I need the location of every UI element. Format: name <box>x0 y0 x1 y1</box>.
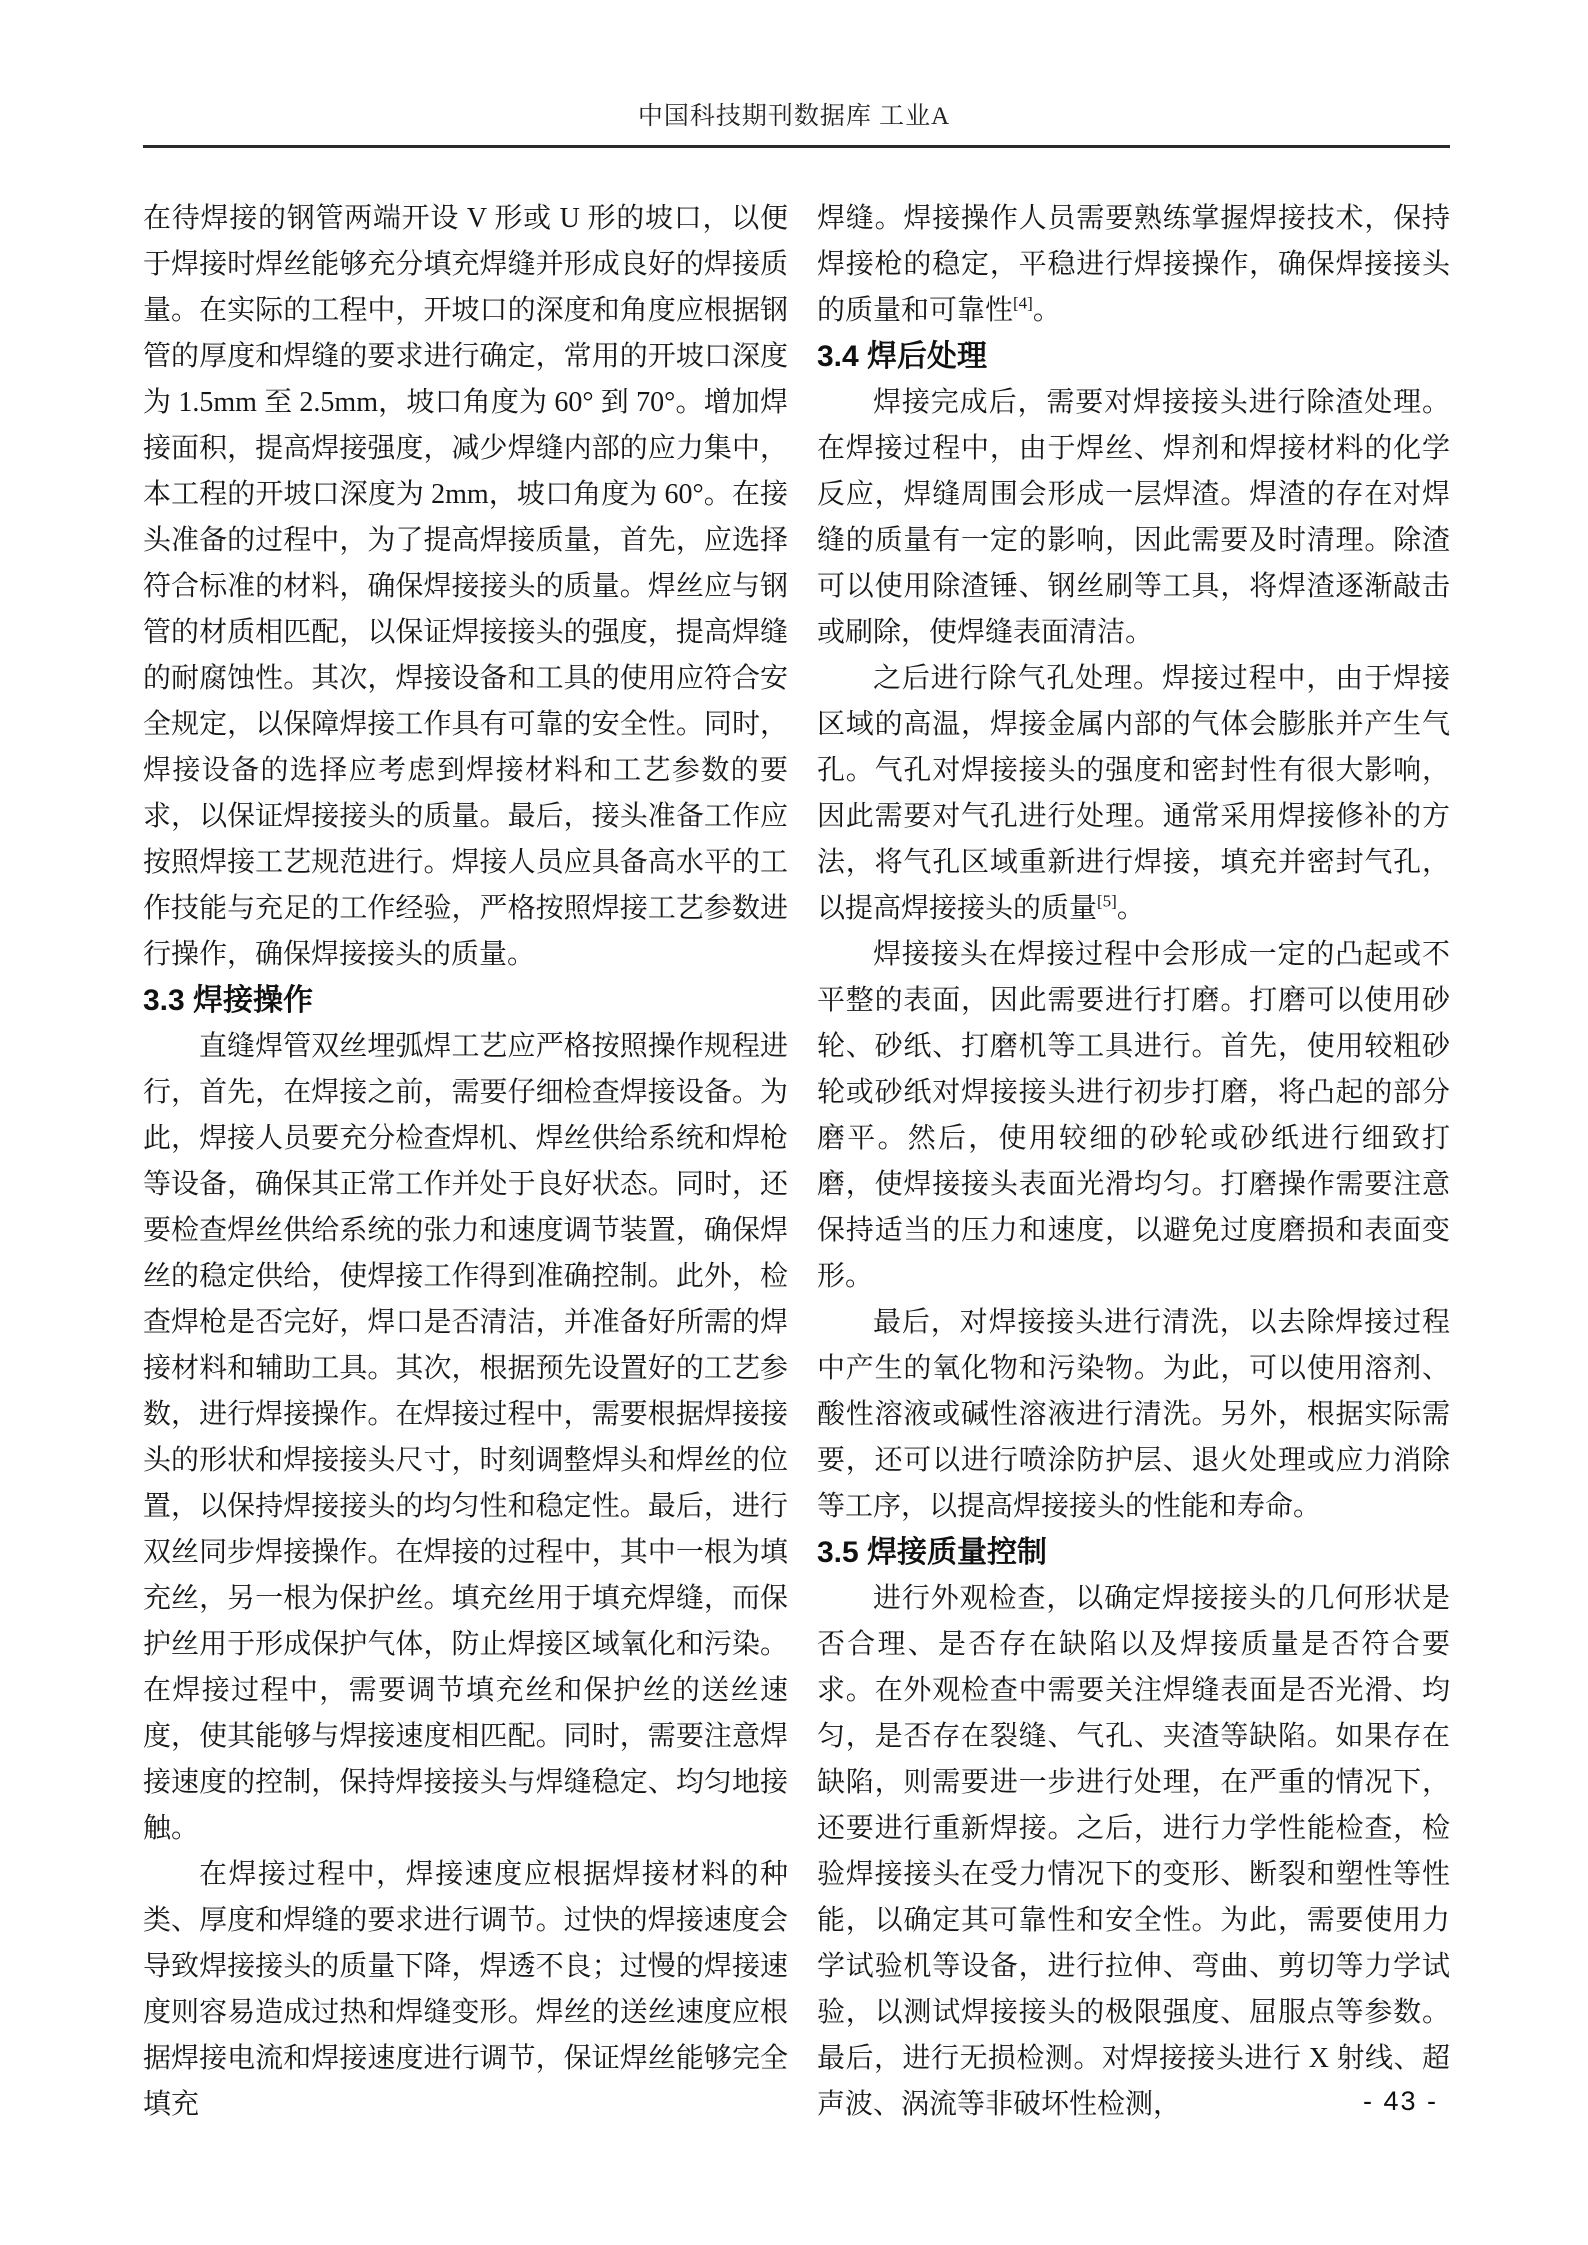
paragraph-text: 。 <box>1032 295 1061 326</box>
body-paragraph: 直缝焊管双丝埋弧焊工艺应严格按照操作规程进行，首先，在焊接之前，需要仔细检查焊接设备。为此，焊接人员要充分检查焊机、焊丝供给系统和焊枪等设备，确保其正常工作并处于良好状态。同时，还要检查焊丝供给系统的张力和速度调节装置，确保焊丝的稳定供给，使焊接工作得到准确控制。此外，检查焊枪是否完好，焊口是否清洁，并准备好所需的焊接材料和辅助工具。其次，根据预先设置好的工艺参数，进行焊接操作。在焊接过程中，需要根据焊接接头的形状和焊接接头尺寸，时刻调整焊头和焊丝的位置，以保持焊接接头的均匀性和稳定性。最后，进行双丝同步焊接操作。在焊接的过程中，其中一根为填充丝，另一根为保护丝。填充丝用于填充焊缝，而保护丝用于形成保护气体，防止焊接区域氧化和污染。在焊接过程中，需要调节填充丝和保护丝的送丝速度，使其能够与焊接速度相匹配。同时，需要注意焊接速度的控制，保持焊接接头与焊缝稳定、均匀地接触。 <box>143 1031 788 1844</box>
body-paragraph <box>817 656 1450 932</box>
paragraph-text: 。 <box>1116 893 1145 924</box>
header-rule <box>143 145 1450 148</box>
citation-ref-5: [5] <box>1097 891 1117 911</box>
section-heading-3-4: 3.4 焊后处理 <box>817 340 988 373</box>
body-paragraph: 焊接完成后，需要对焊接接头进行除渣处理。在焊接过程中，由于焊丝、焊剂和焊接材料的化学反应，焊缝周围会形成一层焊渣。焊渣的存在对焊缝的质量有一定的影响，因此需要及时清理。除渣可以使用除渣锤、钢丝刷等工具，将焊渣逐渐敲击或刷除，使焊缝表面清洁。 <box>817 387 1450 648</box>
body-paragraph: 在焊接过程中，焊接速度应根据焊接材料的种类、厚度和焊缝的要求进行调节。过快的焊接速度会导致焊接接头的质量下降，焊透不良；过慢的焊接速度则容易造成过热和焊缝变形。焊丝的送丝速度应根据焊接电流和焊接速度进行调节，保证焊丝能够完全填充 <box>143 1859 788 2120</box>
two-column-body <box>143 196 1450 2128</box>
right-column <box>817 196 1450 2128</box>
body-paragraph <box>817 196 1450 334</box>
body-paragraph: 在待焊接的钢管两端开设 V 形或 U 形的坡口，以便于焊接时焊丝能够充分填充焊缝并形成良好的焊接质量。在实际的工程中，开坡口的深度和角度应根据钢管的厚度和焊缝的要求进行确定，常用的开坡口深度为 1.5mm 至 2.5mm，坡口角度为 60° 到 70°。增加焊接面积，提高焊接强度，减少焊缝内部的应力集中，本工程的开坡口深度为 2mm，坡口角度为 60°。在接头准备的过程中，为了提高焊接质量，首先，应选择符合标准的材料，确保焊接接头的质量。焊丝应与钢管的材质相匹配，以保证焊接接头的强度，提高焊缝的耐腐蚀性。其次，焊接设备和工具的使用应符合安全规定，以保障焊接工作具有可靠的安全性。同时，焊接设备的选择应考虑到焊接材料和工艺参数的要求，以保证焊接接头的质量。最后，接头准备工作应按照焊接工艺规范进行。焊接人员应具备高水平的工作技能与充足的工作经验，严格按照焊接工艺参数进行操作，确保焊接接头的质量。 <box>143 203 788 970</box>
body-paragraph: 焊接接头在焊接过程中会形成一定的凸起或不平整的表面，因此需要进行打磨。打磨可以使用砂轮、砂纸、打磨机等工具进行。首先，使用较粗砂轮或砂纸对焊接接头进行初步打磨，将凸起的部分磨平。然后，使用较细的砂轮或砂纸进行细致打磨，使焊接接头表面光滑均匀。打磨操作需要注意保持适当的压力和速度，以避免过度磨损和表面变形。 <box>817 939 1450 1292</box>
section-heading-3-3: 3.3 焊接操作 <box>143 984 314 1017</box>
paragraph-text: 焊缝。焊接操作人员需要熟练掌握焊接技术，保持焊接枪的稳定，平稳进行焊接操作，确保焊接接头的质量和可靠性 <box>817 203 1450 326</box>
left-column <box>143 196 788 2128</box>
citation-ref-4: [4] <box>1013 293 1033 313</box>
paragraph-text: 之后进行除气孔处理。焊接过程中，由于焊接区域的高温，焊接金属内部的气体会膨胀并产生气孔。气孔对焊接接头的强度和密封性有很大影响，因此需要对气孔进行处理。通常采用焊接修补的方法，将气孔区域重新进行焊接，填充并密封气孔，以提高焊接接头的质量 <box>817 663 1450 924</box>
page-number: - 43 - <box>1362 2086 1438 2116</box>
journal-header: 中国科技期刊数据库 工业A <box>637 103 951 130</box>
section-heading-3-5: 3.5 焊接质量控制 <box>817 1536 1048 1569</box>
body-paragraph: 进行外观检查，以确定焊接接头的几何形状是否合理、是否存在缺陷以及焊接质量是否符合要求。在外观检查中需要关注焊缝表面是否光滑、均匀，是否存在裂缝、气孔、夹渣等缺陷。如果存在缺陷，则需要进一步进行处理，在严重的情况下，还要进行重新焊接。之后，进行力学性能检查，检验焊接接头在受力情况下的变形、断裂和塑性等性能，以确定其可靠性和安全性。为此，需要使用力学试验机等设备，进行拉伸、弯曲、剪切等力学试验，以测试焊接接头的极限强度、屈服点等参数。最后，进行无损检测。对焊接接头进行 X 射线、超声波、涡流等非破坏性检测， <box>817 1583 1450 2120</box>
body-paragraph: 最后，对焊接接头进行清洗，以去除焊接过程中产生的氧化物和污染物。为此，可以使用溶剂、酸性溶液或碱性溶液进行清洗。另外，根据实际需要，还可以进行喷涂防护层、退火处理或应力消除等工序，以提高焊接接头的性能和寿命。 <box>817 1307 1450 1522</box>
